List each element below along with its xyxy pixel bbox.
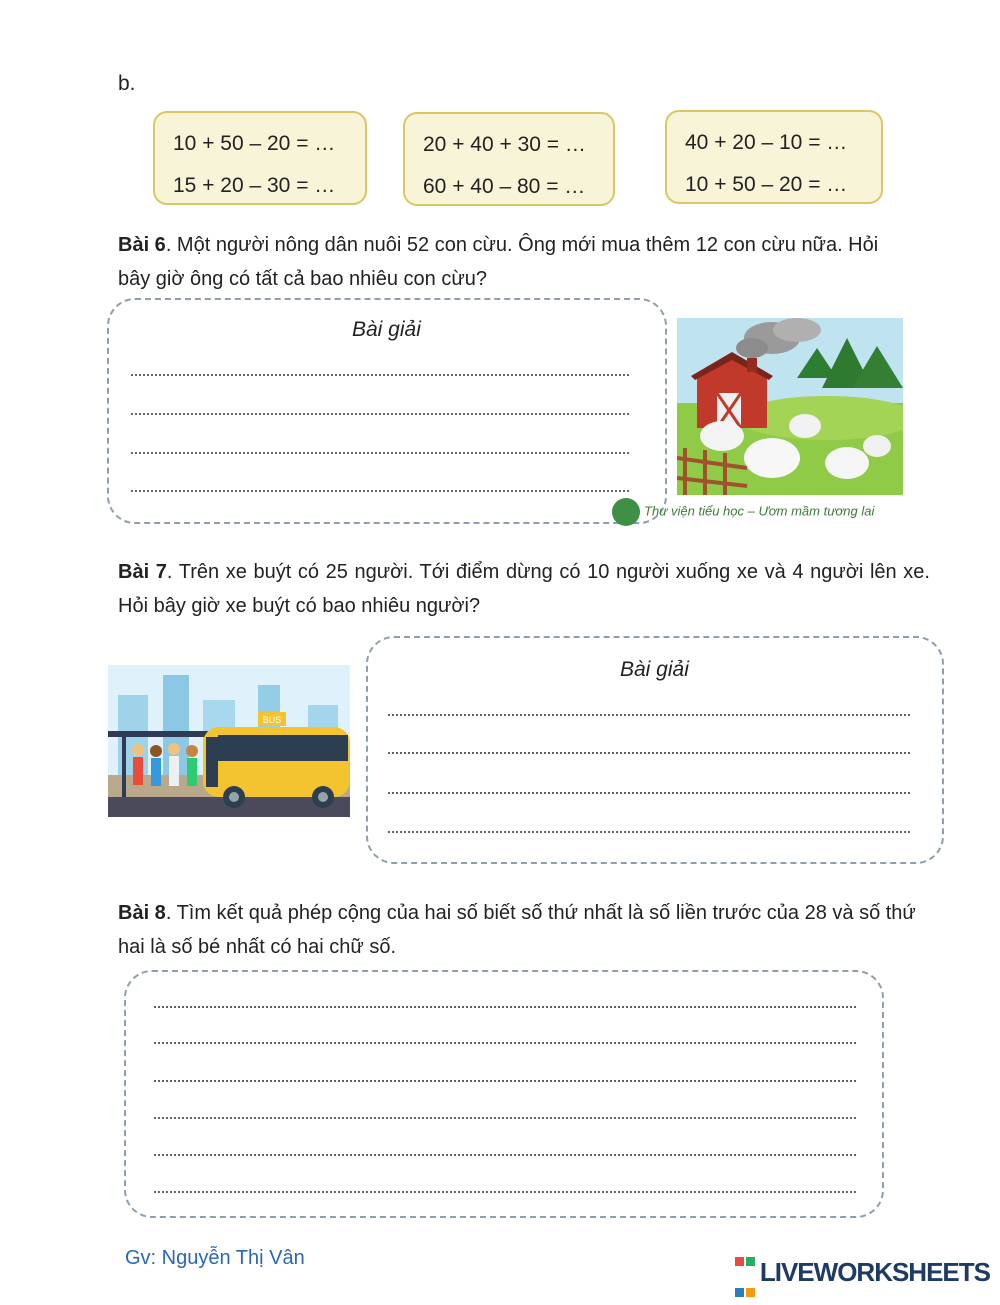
- watermark-text: Thư viện tiểu học – Ươm mầm tương lai: [644, 503, 875, 519]
- answer-title: Bài giải: [352, 318, 421, 341]
- problem-6: [118, 228, 908, 296]
- brand-text: LIVEWORKSHEETS: [759, 1256, 990, 1287]
- answer-line[interactable]: [388, 752, 910, 754]
- answer-line[interactable]: [154, 1154, 856, 1156]
- answer-line[interactable]: [154, 1191, 856, 1193]
- expression: 10 + 50 – 20 = …: [173, 132, 336, 155]
- expression: 10 + 50 – 20 = …: [685, 173, 848, 196]
- answer-line[interactable]: [154, 1006, 856, 1008]
- answer-line[interactable]: [131, 490, 629, 492]
- problem-7-label: Bài 7: [118, 561, 167, 583]
- answer-line[interactable]: [154, 1080, 856, 1082]
- answer-line[interactable]: [131, 374, 629, 376]
- bus-sign-text: BUS: [262, 715, 282, 725]
- answer-box-6: [107, 298, 667, 524]
- farm-illustration: [677, 318, 903, 495]
- expression-box-2: [403, 112, 615, 206]
- answer-line[interactable]: [131, 452, 629, 454]
- author-credit: Gv: Nguyễn Thị Vân: [125, 1247, 305, 1269]
- answer-line[interactable]: [131, 413, 629, 415]
- problem-8-label: Bài 8: [118, 902, 166, 924]
- expression: 15 + 20 – 30 = …: [173, 174, 336, 197]
- problem-7: [118, 555, 930, 623]
- answer-box-7: [366, 636, 944, 864]
- watermark: [612, 498, 874, 526]
- problem-8: [118, 896, 930, 964]
- answer-line[interactable]: [154, 1042, 856, 1044]
- problem-8-text: . Tìm kết quả phép cộng của hai số biết số thứ nhất là số liền trước của 28 và số thứ hai là số bé nhất có hai chữ số.: [118, 902, 916, 958]
- expression: 20 + 40 + 30 = …: [423, 133, 586, 156]
- expression-box-1: [153, 111, 367, 205]
- problem-6-label: Bài 6: [118, 234, 166, 256]
- bus-stop-illustration: [108, 665, 350, 817]
- answer-line[interactable]: [388, 792, 910, 794]
- expression: 40 + 20 – 10 = …: [685, 131, 848, 154]
- brand-logo[interactable]: [734, 1243, 990, 1305]
- problem-6-text: . Một người nông dân nuôi 52 con cừu. Ông mới mua thêm 12 con cừu nữa. Hỏi bây giờ ông có tất cả bao nhiêu con cừu?: [118, 234, 879, 290]
- liveworksheets-logo-icon: [734, 1243, 756, 1305]
- answer-line[interactable]: [388, 831, 910, 833]
- answer-box-8: [124, 970, 884, 1218]
- problem-7-text: . Trên xe buýt có 25 người. Tới điểm dừng có 10 người xuống xe và 4 người lên xe. Hỏi bây giờ xe buýt có bao nhiêu người?: [118, 561, 930, 617]
- expression: 60 + 40 – 80 = …: [423, 175, 586, 198]
- library-logo-icon: [612, 498, 640, 526]
- part-label: b.: [118, 72, 136, 95]
- answer-line[interactable]: [388, 714, 910, 716]
- answer-title: Bài giải: [620, 658, 689, 681]
- expression-box-3: [665, 110, 883, 204]
- answer-line[interactable]: [154, 1117, 856, 1119]
